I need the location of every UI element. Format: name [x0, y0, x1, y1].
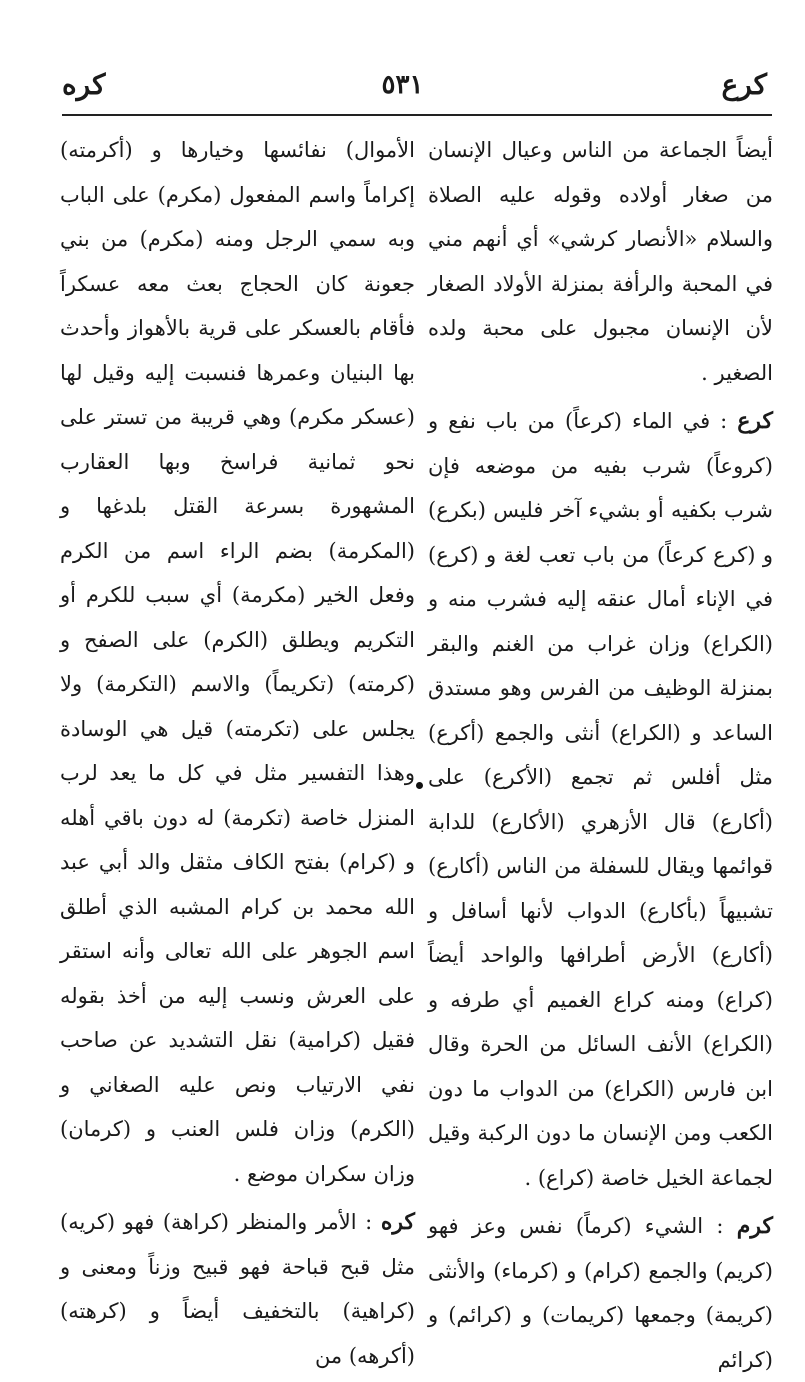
margin-bullet-mark — [416, 782, 423, 789]
entry-text: : الشيء (كرماً) نفس وعز فهو (كريم) والجمع (كرام) و (كرماء) والأنثى (كريمة) وجمعها (كريمات) و (كرائم) و (كرائم — [428, 1214, 773, 1372]
entry-karuma — [428, 1204, 773, 1382]
entry-headword: كره — [380, 1209, 415, 1235]
left-column — [60, 128, 415, 1368]
page-number: ٥٣١ — [381, 70, 424, 100]
entry-karuha — [60, 1200, 415, 1378]
entry-text: الأموال) نفائسها وخيارها و (أكرمته) إكراماً واسم المفعول (مكرم) على الباب وبه سمي الرجل ومنه (مكرم) من بني جعونة كان الحجاج بعث معه عسكراً فأقام بالعسكر على قرية بالأهواز وأحدث بها البنيان وعمرها فنسبت إليه وقيل لها (عسكر مكرم) وهي قريبة من تستر على نحو ثمانية فراسخ وبها العقارب المشهورة بسرعة القتل بلدغها و (المكرمة) بضم الراء اسم من الكرم وفعل الخير (مكرمة) أي سبب للكرم أو التكريم ويطلق (الكرم) على الصفح و (كرمته) (تكريماً) والاسم (التكرمة) ولا يجلس على (تكرمته) قيل هي الوسادة وهذا التفسير مثل في كل ما يعد لرب المنزل خاصة (تكرمة) له دون باقي أهله و (كرام) بفتح الكاف مثقل والد أبي عبد الله محمد بن كرام المشبه الذي أطلق اسم الجوهر على الله تعالى وأنه استقر على العرش ونسب إليه من أخذ بقوله فقيل (كرامية) نقل التشديد عن صاحب نفي الارتياب ونص عليه الصغاني و (الكرم) وزان فلس العنب و (كرمان) وزان سكران موضع . — [60, 138, 415, 1186]
entry-continuation — [428, 128, 773, 395]
entry-kara — [428, 399, 773, 1200]
running-head-left: كره — [62, 68, 106, 101]
entry-text: أيضاً الجماعة من الناس وعيال الإنسان من صغار أولاده وقوله عليه الصلاة والسلام «الأنصار كرشي» أي أنهم مني في المحبة والرأفة بمنزلة الأولاد الصغار لأن الإنسان مجبول على محبة ولده الصغير . — [428, 138, 773, 385]
entry-text: : في الماء (كرعاً) من باب نفع و (كروعاً) شرب بفيه من موضعه فإن شرب بكفيه أو بشيء آخر فليس (بكرع) و (كرع كرعاً) من باب تعب لغة و (كرع) في الإناء أمال عنقه إليه فشرب منه و (الكراع) وزان غراب من الغنم والبقر بمنزلة الوظيف من الفرس وهو مستدق الساعد و (الكراع) أنثى والجمع (أكرع) مثل أفلس ثم تجمع (الأكرع) على (أكارع) قال الأزهري (الأكارع) للدابة قوائمها ويقال للسفلة من الناس (أكارع) تشبيهاً (بأكارع) الدواب لأنها أسافل و (أكارع) الأرض أطرافها والواحد أيضاً (كراع) ومنه كراع الغميم أي طرفه و (الكراع) الأنف السائل من الحرة وقال ابن فارس (الكراع) من الدواب ما دون الكعب ومن الإنسان ما دون الركبة وقيل لجماعة الخيل خاصة (كراع) . — [428, 409, 773, 1190]
entry-headword: كرع — [737, 408, 773, 434]
header-rule — [62, 114, 772, 116]
entry-continuation — [60, 128, 415, 1196]
entry-text: : الأمر والمنظر (كراهة) فهو (كريه) مثل قبح قباحة فهو قبيح وزناً ومعنى و (كراهية) بالتخفيف أيضاً و (كرهته) (أكرهه) من — [60, 1210, 415, 1368]
entry-headword: كرم — [736, 1213, 773, 1239]
running-head-right: كرع — [721, 68, 767, 101]
right-column — [428, 128, 773, 1372]
